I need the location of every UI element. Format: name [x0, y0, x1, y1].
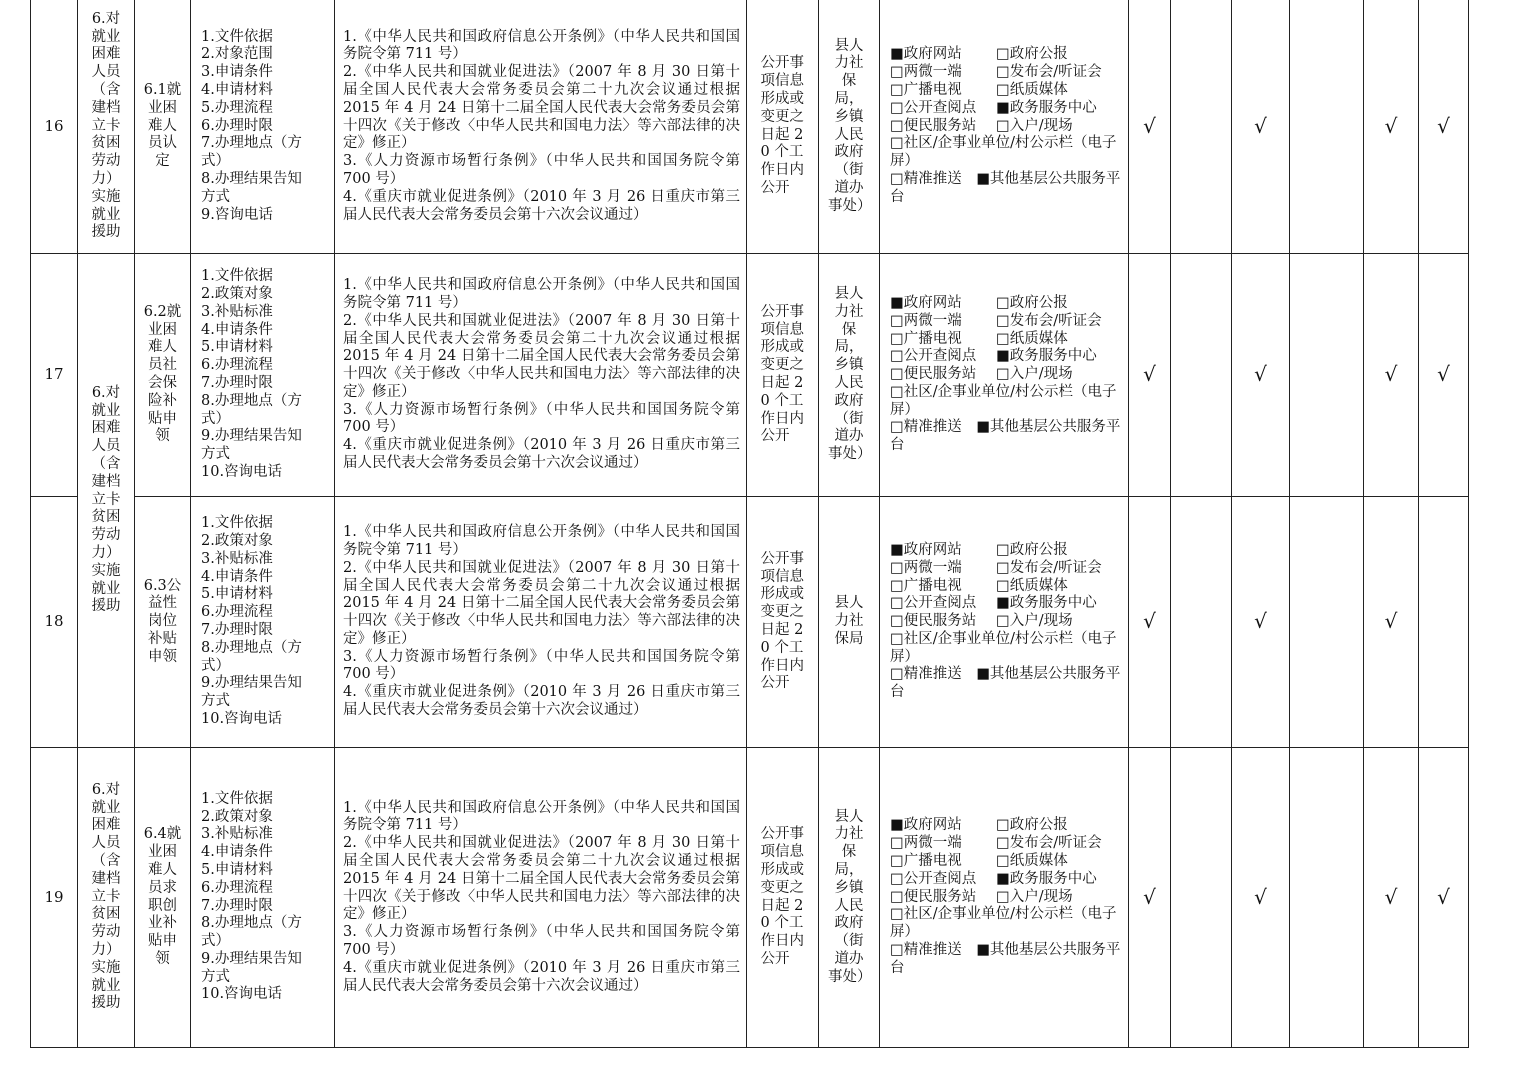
row-number: 19 [31, 748, 78, 1048]
item-name: 6.对就业困难人员（含建档立卡贫困劳动力）实施就业援助 [78, 748, 135, 1048]
disclosure-content: 1.文件依据 2.政策对象 3.补贴标准 4.申请条件 5.申请材料 6.办理流程 7.办理时限 8.办理地点（方式） 9.办理结果告知方式 10.咨询电话 [191, 254, 335, 497]
check-mark: √ [1364, 748, 1419, 1048]
disclosure-channels: ■政府网站 □政府公报 □两微一端 □发布会/听证会 □广播电视 □纸质媒体 □公开查阅点 ■政务服务中心 □便民服务站 □入户/现场 □社区/企事业单位/村公示栏（电子屏） □精准推送 ■其他基层公共服务平台 [880, 254, 1129, 497]
disclosure-content: 1.文件依据 2.对象范围 3.申请条件 4.申请材料 5.办理流程 6.办理时限 7.办理地点（方式） 8.办理结果告知方式 9.咨询电话 [191, 0, 335, 254]
item-name: 6.对就业困难人员（含建档立卡贫困劳动力）实施就业援助 [78, 254, 135, 748]
disclosure-subject: 县人力社保局，乡镇人民政府（街道办事处） [819, 254, 880, 497]
check-mark: √ [1232, 254, 1290, 497]
check-mark: √ [1129, 497, 1171, 748]
check-mark: √ [1364, 0, 1419, 254]
disclosure-time: 公开事项信息形成或变更之日起 20 个工作日内公开 [747, 0, 819, 254]
check-mark: √ [1419, 748, 1469, 1048]
disclosure-subject: 县人力社保局 [819, 497, 880, 748]
sub-item-name: 6.3公益性岗位补贴申领 [135, 497, 191, 748]
disclosure-subject: 县人力社保局，乡镇人民政府（街道办事处） [819, 748, 880, 1048]
legal-basis: 1.《中华人民共和国政府信息公开条例》（中华人民共和国国务院令第 711 号） 2.《中华人民共和国就业促进法》（2007 年 8 月 30 日第十届全国人民代表大会常务委员会第二十九次会议通过根据 2015 年 4 月 24 日第十二届全国人民代表大会常务委员会第十四次《关于修改〈中华人民共和国电力法〉等六部法律的决定》修正） 3.《人力资源市场暂行条例》（中华人民共和国国务院令第 700 号） 4.《重庆市就业促进条例》（2010 年 3 月 26 日重庆市第三届人民代表大会常务委员会第十六次会议通过） [335, 0, 747, 254]
item-name: 6.对就业困难人员（含建档立卡贫困劳动力）实施就业援助 [78, 0, 135, 254]
check-mark: √ [1364, 254, 1419, 497]
disclosure-time: 公开事项信息形成或变更之日起 20 个工作日内公开 [747, 748, 819, 1048]
check-mark [1290, 254, 1364, 497]
check-mark [1419, 497, 1469, 748]
disclosure-time: 公开事项信息形成或变更之日起 20 个工作日内公开 [747, 254, 819, 497]
check-mark: √ [1232, 0, 1290, 254]
table-row [31, 0, 1469, 254]
check-mark [1171, 254, 1232, 497]
disclosure-channels: ■政府网站 □政府公报 □两微一端 □发布会/听证会 □广播电视 □纸质媒体 □公开查阅点 ■政务服务中心 □便民服务站 □入户/现场 □社区/企事业单位/村公示栏（电子屏） □精准推送 ■其他基层公共服务平台 [880, 497, 1129, 748]
sub-item-name: 6.2就业困难人员社会保险补贴申领 [135, 254, 191, 497]
check-mark: √ [1419, 0, 1469, 254]
check-mark: √ [1232, 497, 1290, 748]
table-row [31, 497, 1469, 748]
disclosure-channels: ■政府网站 □政府公报 □两微一端 □发布会/听证会 □广播电视 □纸质媒体 □公开查阅点 ■政务服务中心 □便民服务站 □入户/现场 □社区/企事业单位/村公示栏（电子屏） □精准推送 ■其他基层公共服务平台 [880, 0, 1129, 254]
row-number: 16 [31, 0, 78, 254]
check-mark: √ [1232, 748, 1290, 1048]
check-mark [1171, 497, 1232, 748]
check-mark [1290, 0, 1364, 254]
sub-item-name: 6.1就业困难人员认定 [135, 0, 191, 254]
disclosure-content: 1.文件依据 2.政策对象 3.补贴标准 4.申请条件 5.申请材料 6.办理流程 7.办理时限 8.办理地点（方式） 9.办理结果告知方式 10.咨询电话 [191, 497, 335, 748]
row-number: 17 [31, 254, 78, 497]
table-row [31, 748, 1469, 1048]
check-mark [1171, 748, 1232, 1048]
check-mark: √ [1129, 254, 1171, 497]
check-mark [1290, 748, 1364, 1048]
check-mark: √ [1419, 254, 1469, 497]
legal-basis: 1.《中华人民共和国政府信息公开条例》（中华人民共和国国务院令第 711 号） 2.《中华人民共和国就业促进法》（2007 年 8 月 30 日第十届全国人民代表大会常务委员会第二十九次会议通过根据 2015 年 4 月 24 日第十二届全国人民代表大会常务委员会第十四次《关于修改〈中华人民共和国电力法〉等六部法律的决定》修正） 3.《人力资源市场暂行条例》（中华人民共和国国务院令第 700 号） 4.《重庆市就业促进条例》（2010 年 3 月 26 日重庆市第三届人民代表大会常务委员会第十六次会议通过） [335, 497, 747, 748]
check-mark [1171, 0, 1232, 254]
legal-basis: 1.《中华人民共和国政府信息公开条例》（中华人民共和国国务院令第 711 号） 2.《中华人民共和国就业促进法》（2007 年 8 月 30 日第十届全国人民代表大会常务委员会第二十九次会议通过根据 2015 年 4 月 24 日第十二届全国人民代表大会常务委员会第十四次《关于修改〈中华人民共和国电力法〉等六部法律的决定》修正） 3.《人力资源市场暂行条例》（中华人民共和国国务院令第 700 号） 4.《重庆市就业促进条例》（2010 年 3 月 26 日重庆市第三届人民代表大会常务委员会第十六次会议通过） [335, 748, 747, 1048]
check-mark: √ [1129, 0, 1171, 254]
sub-item-name: 6.4就业困难人员求职创业补贴申领 [135, 748, 191, 1048]
table-row [31, 254, 1469, 497]
disclosure-subject: 县人力社保局，乡镇人民政府（街道办事处） [819, 0, 880, 254]
disclosure-time: 公开事项信息形成或变更之日起 20 个工作日内公开 [747, 497, 819, 748]
check-mark [1290, 497, 1364, 748]
disclosure-table [30, 0, 1469, 1048]
check-mark: √ [1364, 497, 1419, 748]
legal-basis: 1.《中华人民共和国政府信息公开条例》（中华人民共和国国务院令第 711 号） 2.《中华人民共和国就业促进法》（2007 年 8 月 30 日第十届全国人民代表大会常务委员会第二十九次会议通过根据 2015 年 4 月 24 日第十二届全国人民代表大会常务委员会第十四次《关于修改〈中华人民共和国电力法〉等六部法律的决定》修正） 3.《人力资源市场暂行条例》（中华人民共和国国务院令第 700 号） 4.《重庆市就业促进条例》（2010 年 3 月 26 日重庆市第三届人民代表大会常务委员会第十六次会议通过） [335, 254, 747, 497]
disclosure-content: 1.文件依据 2.政策对象 3.补贴标准 4.申请条件 5.申请材料 6.办理流程 7.办理时限 8.办理地点（方式） 9.办理结果告知方式 10.咨询电话 [191, 748, 335, 1048]
disclosure-channels: ■政府网站 □政府公报 □两微一端 □发布会/听证会 □广播电视 □纸质媒体 □公开查阅点 ■政务服务中心 □便民服务站 □入户/现场 □社区/企事业单位/村公示栏（电子屏） □精准推送 ■其他基层公共服务平台 [880, 748, 1129, 1048]
check-mark: √ [1129, 748, 1171, 1048]
row-number: 18 [31, 497, 78, 748]
